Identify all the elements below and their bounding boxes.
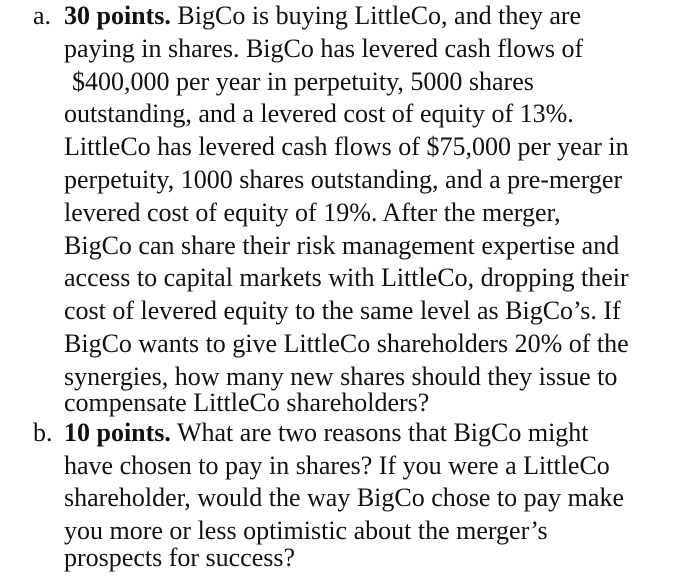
question-b-line-5: prospects for success? (64, 543, 296, 572)
question-a-line-2: paying in shares. BigCo has levered cash flows of (64, 33, 584, 63)
question-a-line-7: levered cost of equity of 19%. After the merger, (64, 197, 561, 227)
question-a-marker: a. (33, 1, 52, 30)
question-a-line-9: access to capital markets with LittleCo, dropping their (64, 263, 629, 293)
question-a-line-1 (64, 0, 581, 33)
question-a-line-3: $400,000 per year in perpetuity, 5000 shares (72, 66, 534, 96)
question-b-line-2: have chosen to pay in shares? If you were a LittleCo (64, 450, 610, 480)
question-b-line-4: you more or less optimistic about the merger’s (64, 515, 548, 545)
question-b-line-1 (64, 417, 589, 450)
question-b-marker: b. (33, 418, 53, 447)
question-a-line-13: compensate LittleCo shareholders? (64, 388, 430, 417)
question-a-line-10: cost of levered equity to the same level as BigCo’s. If (64, 296, 621, 326)
question-a-line-12: synergies, how many new shares should they issue to (64, 361, 618, 391)
question-b-points: 10 points. (64, 418, 171, 447)
question-a-points: 30 points. (64, 1, 171, 30)
question-a-line-11: BigCo wants to give LittleCo shareholders 20% of the (64, 329, 629, 358)
question-b-line-3: shareholder, would the way BigCo chose to pay make (64, 483, 624, 512)
question-a-line-8: BigCo can share their risk management expertise and (64, 230, 620, 260)
question-a-line-4: outstanding, and a levered cost of equity of 13%. (64, 99, 574, 129)
question-a-line-5: LittleCo has levered cash flows of $75,000 per year in (64, 132, 629, 162)
question-a-text: BigCo is buying LittleCo, and they are (170, 1, 582, 30)
question-b-text: What are two reasons that BigCo might (170, 418, 589, 447)
question-a-line-6: perpetuity, 1000 shares outstanding, and a pre-merger (64, 165, 623, 194)
